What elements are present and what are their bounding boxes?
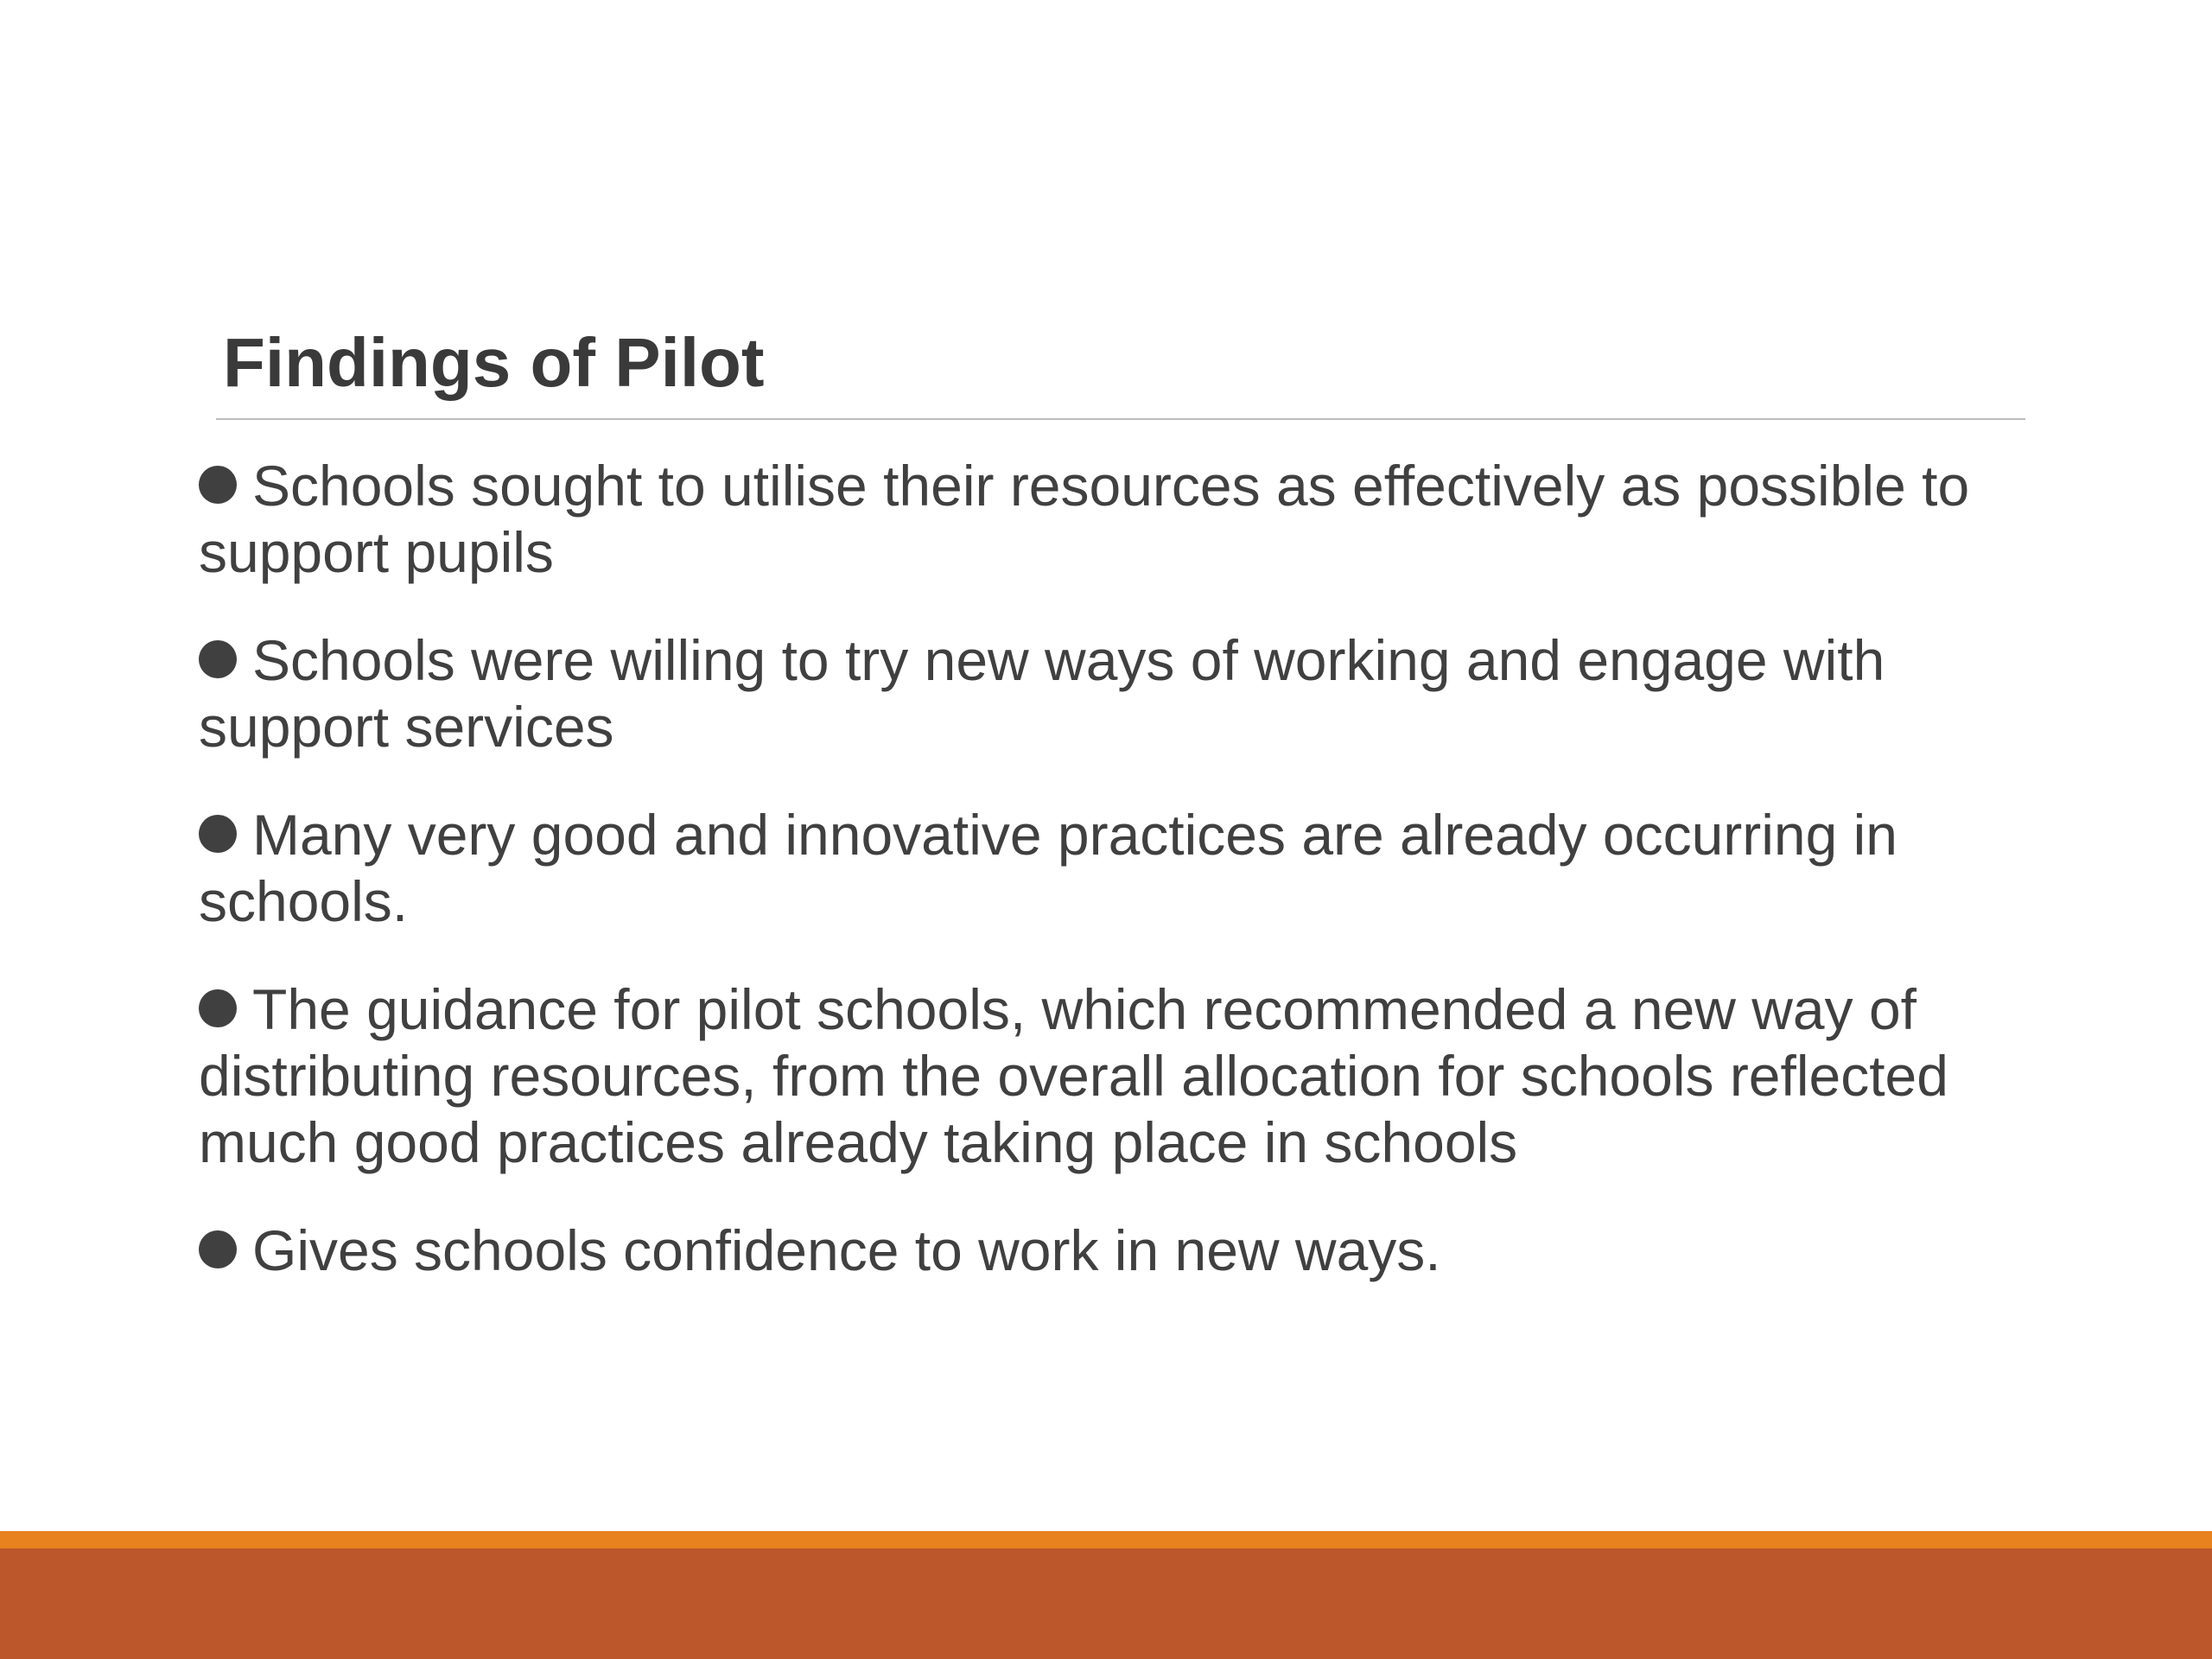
- bullet-text: Schools sought to utilise their resources as effectively as possible to support pupils: [199, 454, 1986, 584]
- slide-title: Findings of Pilot: [223, 324, 765, 401]
- list-item: [199, 1217, 2039, 1284]
- bullet-icon: [199, 815, 237, 853]
- bullet-text: Many very good and innovative practices are already occurring in schools.: [199, 803, 1929, 933]
- bullet-text: Schools were willing to try new ways of working and engage with support services: [199, 628, 1901, 759]
- bullet-icon: [199, 1230, 237, 1268]
- bullet-text: Gives schools confidence to work in new ways.: [252, 1218, 1441, 1282]
- footer-bar: [0, 1548, 2212, 1659]
- bullet-text: The guidance for pilot schools, which recommended a new way of distributing resources, from the overall allocation for schools reflected much good practices already taking place in schools: [199, 977, 1965, 1174]
- list-item: [199, 976, 2039, 1176]
- bullet-icon: [199, 466, 237, 504]
- footer-accent-stripe: [0, 1531, 2212, 1548]
- list-item: [199, 802, 2039, 935]
- bullet-icon: [199, 989, 237, 1027]
- findings-list: [199, 453, 2039, 1325]
- list-item: [199, 453, 2039, 586]
- list-item: [199, 627, 2039, 760]
- title-divider: [216, 418, 2025, 420]
- bullet-icon: [199, 640, 237, 678]
